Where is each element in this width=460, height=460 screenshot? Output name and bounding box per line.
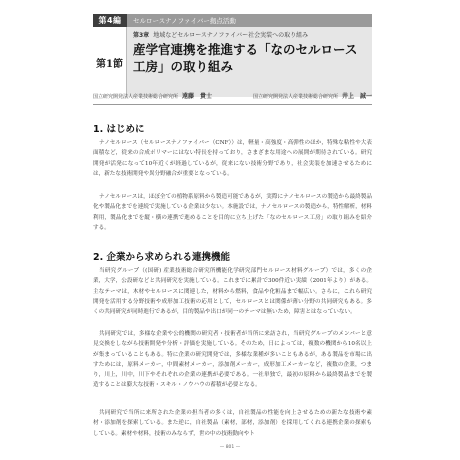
part-bar [93,14,372,27]
section-main [127,27,372,97]
paragraph: 共同研究では，多様な企業や公的機関の研究者・技術者が当所に来訪され，当研究グループのメンバーと意見交換をしながら技術開発や分析・評価を実施している。そのため，日によっては，複数の機関から10名以上が集まっていることもある。特に企業の研究開発では，多様な業種が多いこともあるが，ある製品を市場に出すためには，原料メーカー，中間素材メーカー，添加剤メーカー，成形加工メーカーなど，複数の企業，つまり，川上，川中，川下やそれぞれの企業の連携が必要である。一社単独で，最初の原料から最終製品までを製造することは膨大な技術・スキル・ノウハウの蓄積が必要となる。 [93,331,372,389]
chapter-line [133,30,366,39]
part-title: セルロースナノファイバー拠点活動 [127,14,372,27]
section-title-line-1: 産学官連携を推進する「なのセルロース [133,42,358,57]
paragraph: ナノセルロースは，ほぼ全ての植物系原料から製造可能であるが，実際にナノセルロースの製造から最終製品化や製品化までを連続で実施している企業は少ない。本施設では，ナノセルロースの製造から，特性解析，材料利用，製品化までを縦・横の連携で進めることを目的に立ち上げた「なのセルロース工房」の取り組みを紹介する。 [93,194,372,231]
author-affiliation: 国立研究開発法人産業技術総合研究所 [93,94,179,100]
author-name: 遠藤 貴士 [182,93,213,100]
section-label: 第1節 [93,27,127,97]
paragraph: ナノセルロース（セルロースナノファイバー（CNF））は，軽量・高強度・高弾性のほか，特殊な粘性や大表面積など，従来の合成ポリマーにはない特長を持っており，さまざまな用途への展開が期待されている。研究開発が活発になって10年近くが経過しているが，従来にない技術分野であり，社会実装を加速させるためには，新たな技術開発や異分野融合が重要となっている。 [93,140,372,177]
chapter-label: 第3章 [133,32,150,39]
author-affiliation: 国立研究開発法人産業技術総合研究所 [252,94,338,100]
section-title [133,41,366,75]
paragraph: 共同研究で当所に来所された企業の担当者の多くは，自社製品の性能を向上させるための新たな技術や素材・添加剤を探索している。また逆に，自社製品（素材，部材，添加剤）を採用してくれる連携企業の探索もしている。素材や材料，技術のみならず，世の中の技術動向やト [93,410,372,437]
paragraph: 当研究グループ（(国研) 産業技術総合研究所機能化学研究部門セルロース材料グループ）では，多くの企業，大学，公設研などと共同研究を実施している。これまでに累計で300件近い実績（2001年より）がある。主なテーマは，木材やセルロースに関連した，材料から燃料，食品や化粧品まで幅広い。さらに，これら研究開発を活用する分野技術や成形加工技術の応用として，セルロースとは関係が薄い分野の共同研究もある。多くの共同研究が同時進行であるが，目的製品や出口が同一のテーマは無いため，障害とはなっていない。 [93,268,372,316]
section-heading-1: 1. はじめに [93,124,145,135]
author-name: 井上 誠一 [341,93,372,100]
chapter-header [93,14,372,97]
part-label: 第4編 [93,14,127,27]
section-header [93,27,372,97]
author-1 [93,91,212,100]
chapter-title: 地域などセルロースナノファイバー社会実装への取り組み [153,32,309,39]
section-title-line-2: 工房」の取り組み [133,59,234,74]
page-number: — 801 — [219,445,241,450]
section-heading-2: 2. 企業から求められる連携機能 [93,252,231,263]
author-line [93,91,372,105]
author-2 [253,91,372,100]
